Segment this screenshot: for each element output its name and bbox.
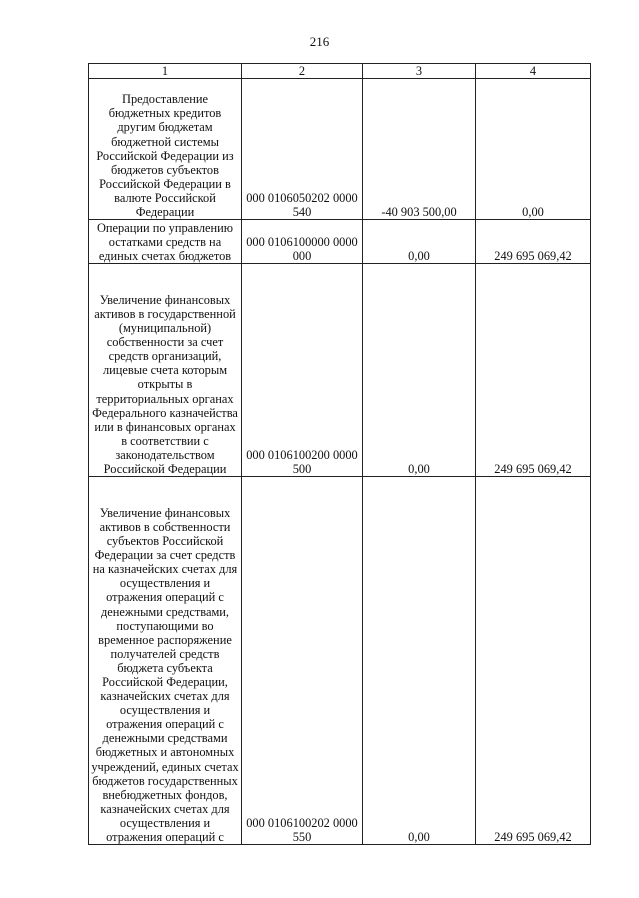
column-header-1: 1 — [89, 64, 242, 79]
amount-column-3: 0,00 — [363, 264, 476, 477]
budget-code: 000 0106100000 0000 000 — [242, 220, 363, 264]
budget-code: 000 0106100200 0000 500 — [242, 264, 363, 477]
amount-column-4: 249 695 069,42 — [476, 264, 591, 477]
budget-table — [88, 63, 591, 845]
column-header-4: 4 — [476, 64, 591, 79]
budget-code: 000 0106050202 0000 540 — [242, 79, 363, 220]
row-description: Увеличение финансовых активов в государственной (муниципальной) собственности за счет средств организаций, лицевые счета которым открыты в территориальных органах Федерального казначейства или в финансовых органах в соответствии с законодательством Российской Федерации — [89, 264, 242, 477]
amount-column-3: 0,00 — [363, 220, 476, 264]
header-row — [89, 64, 591, 79]
amount-column-4: 249 695 069,42 — [476, 220, 591, 264]
row-description: Предоставление бюджетных кредитов другим бюджетам бюджетной системы Российской Федерации из бюджетов субъектов Российской Федерации в валюте Российской Федерации — [89, 79, 242, 220]
row-description: Увеличение финансовых активов в собственности субъектов Российской Федерации за счет средств на казначейских счетах для осуществления и отражения операций с денежными средствами, поступающими во временное распоряжение получателей средств бюджета субъекта Российской Федерации, казначейских счетах для осуществления и отражения операций с денежными средствами бюджетных и автономных учреждений, единых счетах бюджетов государственных внебюджетных фондов, казначейских счетах для осуществления и отражения операций с — [89, 477, 242, 845]
budget-code: 000 0106100202 0000 550 — [242, 477, 363, 845]
amount-column-4: 0,00 — [476, 79, 591, 220]
amount-column-3: 0,00 — [363, 477, 476, 845]
column-header-2: 2 — [242, 64, 363, 79]
amount-column-4: 249 695 069,42 — [476, 477, 591, 845]
table-row — [89, 477, 591, 845]
table-row — [89, 79, 591, 220]
table-row — [89, 264, 591, 477]
amount-column-3: -40 903 500,00 — [363, 79, 476, 220]
page-number: 216 — [309, 34, 330, 49]
row-description: Операции по управлению остатками средств на единых счетах бюджетов — [89, 220, 242, 264]
table-row — [89, 220, 591, 264]
column-header-3: 3 — [363, 64, 476, 79]
